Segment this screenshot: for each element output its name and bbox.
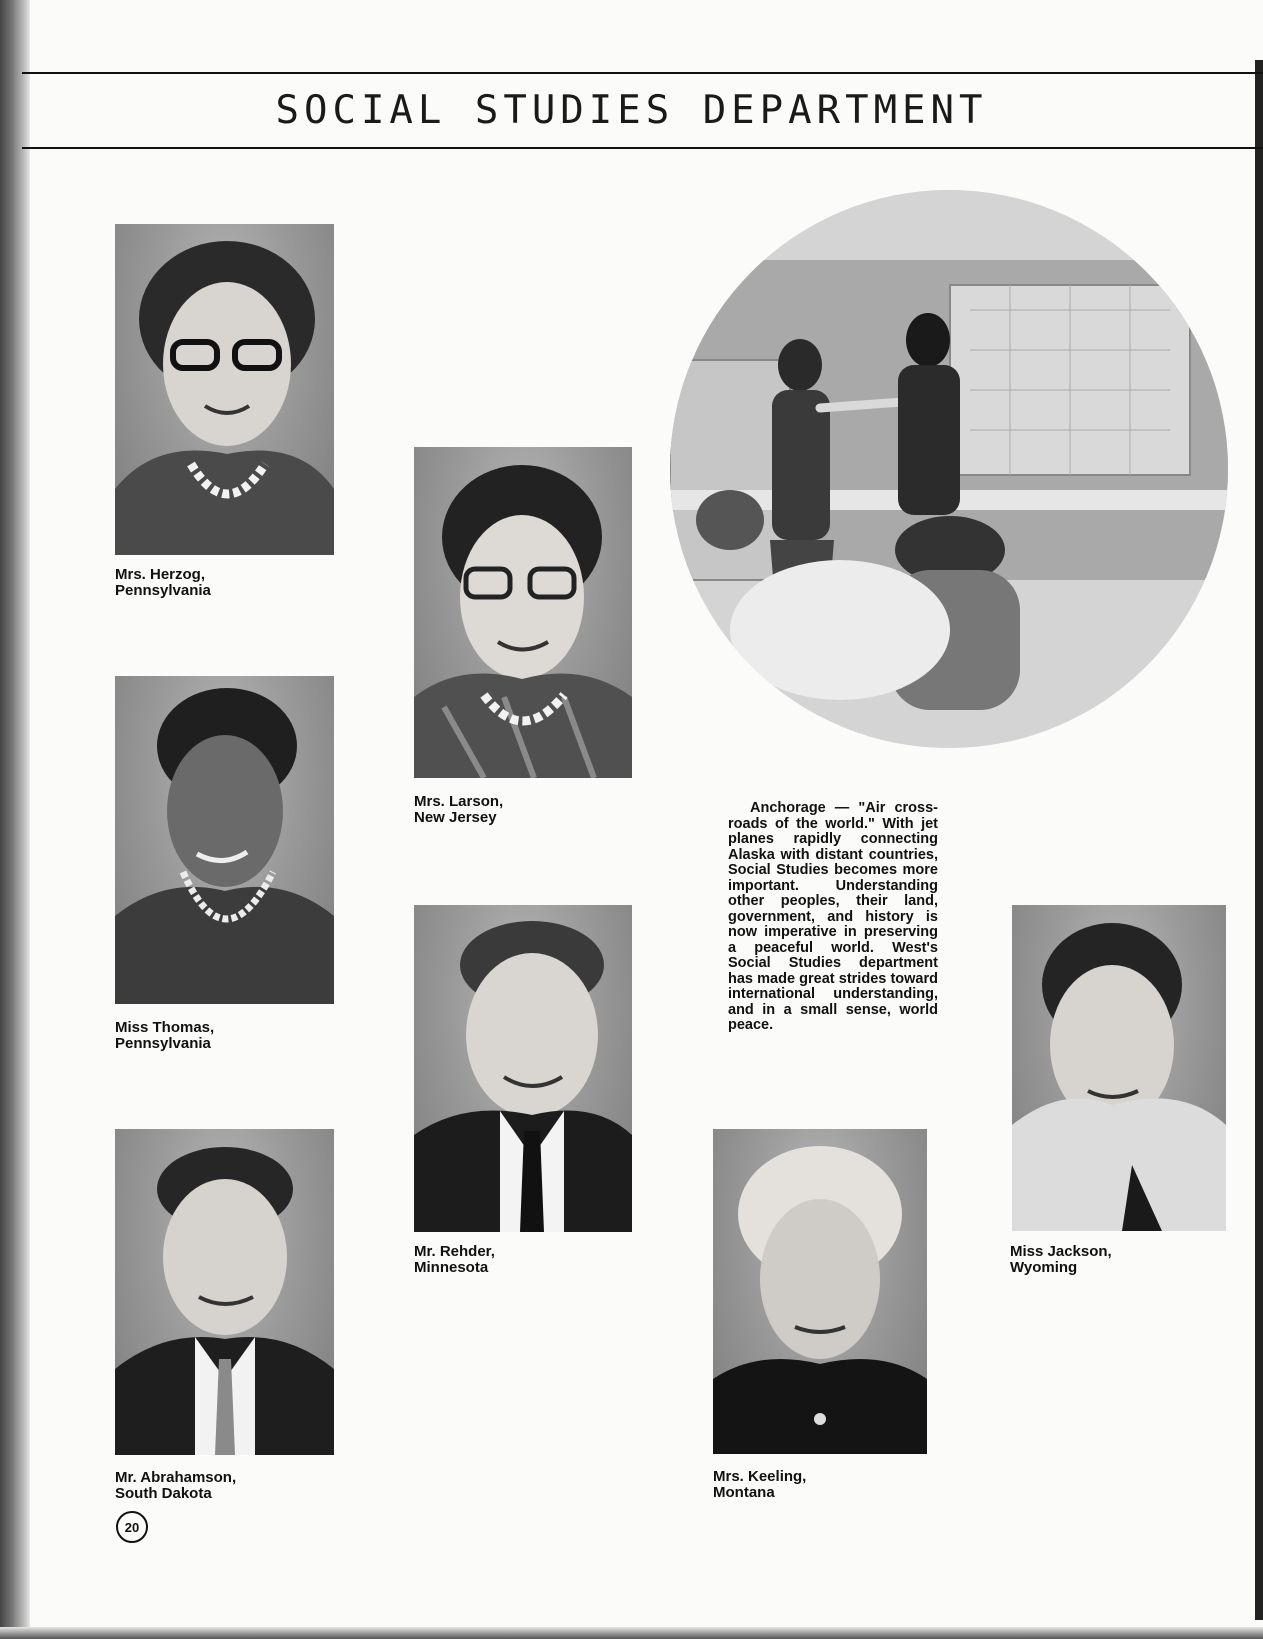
caption-rehder (414, 1244, 614, 1276)
caption-state: New Jersey (414, 809, 497, 826)
man-portrait-icon (115, 1129, 334, 1455)
portrait-photo-jackson (1012, 905, 1226, 1231)
woman-portrait-icon (713, 1129, 927, 1454)
caption-keeling (713, 1469, 913, 1501)
woman-portrait-icon (1012, 905, 1226, 1231)
right-page-edge (1255, 60, 1263, 1620)
woman-portrait-icon (115, 676, 334, 1004)
caption-state: Pennsylvania (115, 1035, 211, 1052)
caption-state: South Dakota (115, 1485, 212, 1502)
caption-state: Montana (713, 1484, 775, 1501)
portrait-photo-thomas (115, 676, 334, 1004)
caption-thomas (115, 1020, 315, 1052)
caption-name: Mrs. Keeling, (713, 1468, 807, 1485)
classroom-scene-icon (670, 190, 1228, 748)
page-binding-shadow (0, 0, 30, 1639)
caption-name: Miss Jackson, (1010, 1243, 1112, 1260)
caption-name: Mr. Rehder, (414, 1243, 495, 1260)
caption-herzog (115, 567, 315, 599)
feature-story: Anchorage — "Air cross-roads of the world." With jet planes rapidly connecting Alaska with distant countries, Social Studies becomes more important. Understanding other peoples, their land, government, and history is now imperative in preserving a peaceful world. West's Social Studies department has made great strides toward international understanding, and in a small sense, world peace. (728, 800, 938, 1033)
bottom-page-edge (0, 1627, 1263, 1639)
portrait-photo-rehder (414, 905, 632, 1232)
caption-abrahamson (115, 1470, 315, 1502)
woman-portrait-icon (414, 447, 632, 778)
caption-state: Pennsylvania (115, 582, 211, 599)
caption-state: Wyoming (1010, 1259, 1078, 1276)
man-portrait-icon (414, 905, 632, 1232)
classroom-photo (670, 190, 1228, 748)
caption-state: Minnesota (414, 1259, 489, 1276)
caption-name: Mrs. Herzog, (115, 566, 206, 583)
page-title: SOCIAL STUDIES DEPARTMENT (275, 88, 988, 133)
page-number: 20 (116, 1511, 148, 1543)
caption-larson (414, 794, 614, 826)
portrait-photo-larson (414, 447, 632, 778)
header-rule-top (22, 72, 1263, 74)
caption-jackson (1010, 1244, 1210, 1276)
header-rule-bottom (22, 147, 1263, 149)
portrait-photo-keeling (713, 1129, 927, 1454)
portrait-photo-herzog (115, 224, 334, 555)
caption-name: Miss Thomas, (115, 1019, 215, 1036)
caption-name: Mr. Abrahamson, (115, 1469, 237, 1486)
woman-portrait-icon (115, 224, 334, 555)
caption-name: Mrs. Larson, (414, 793, 504, 810)
portrait-photo-abrahamson (115, 1129, 334, 1455)
